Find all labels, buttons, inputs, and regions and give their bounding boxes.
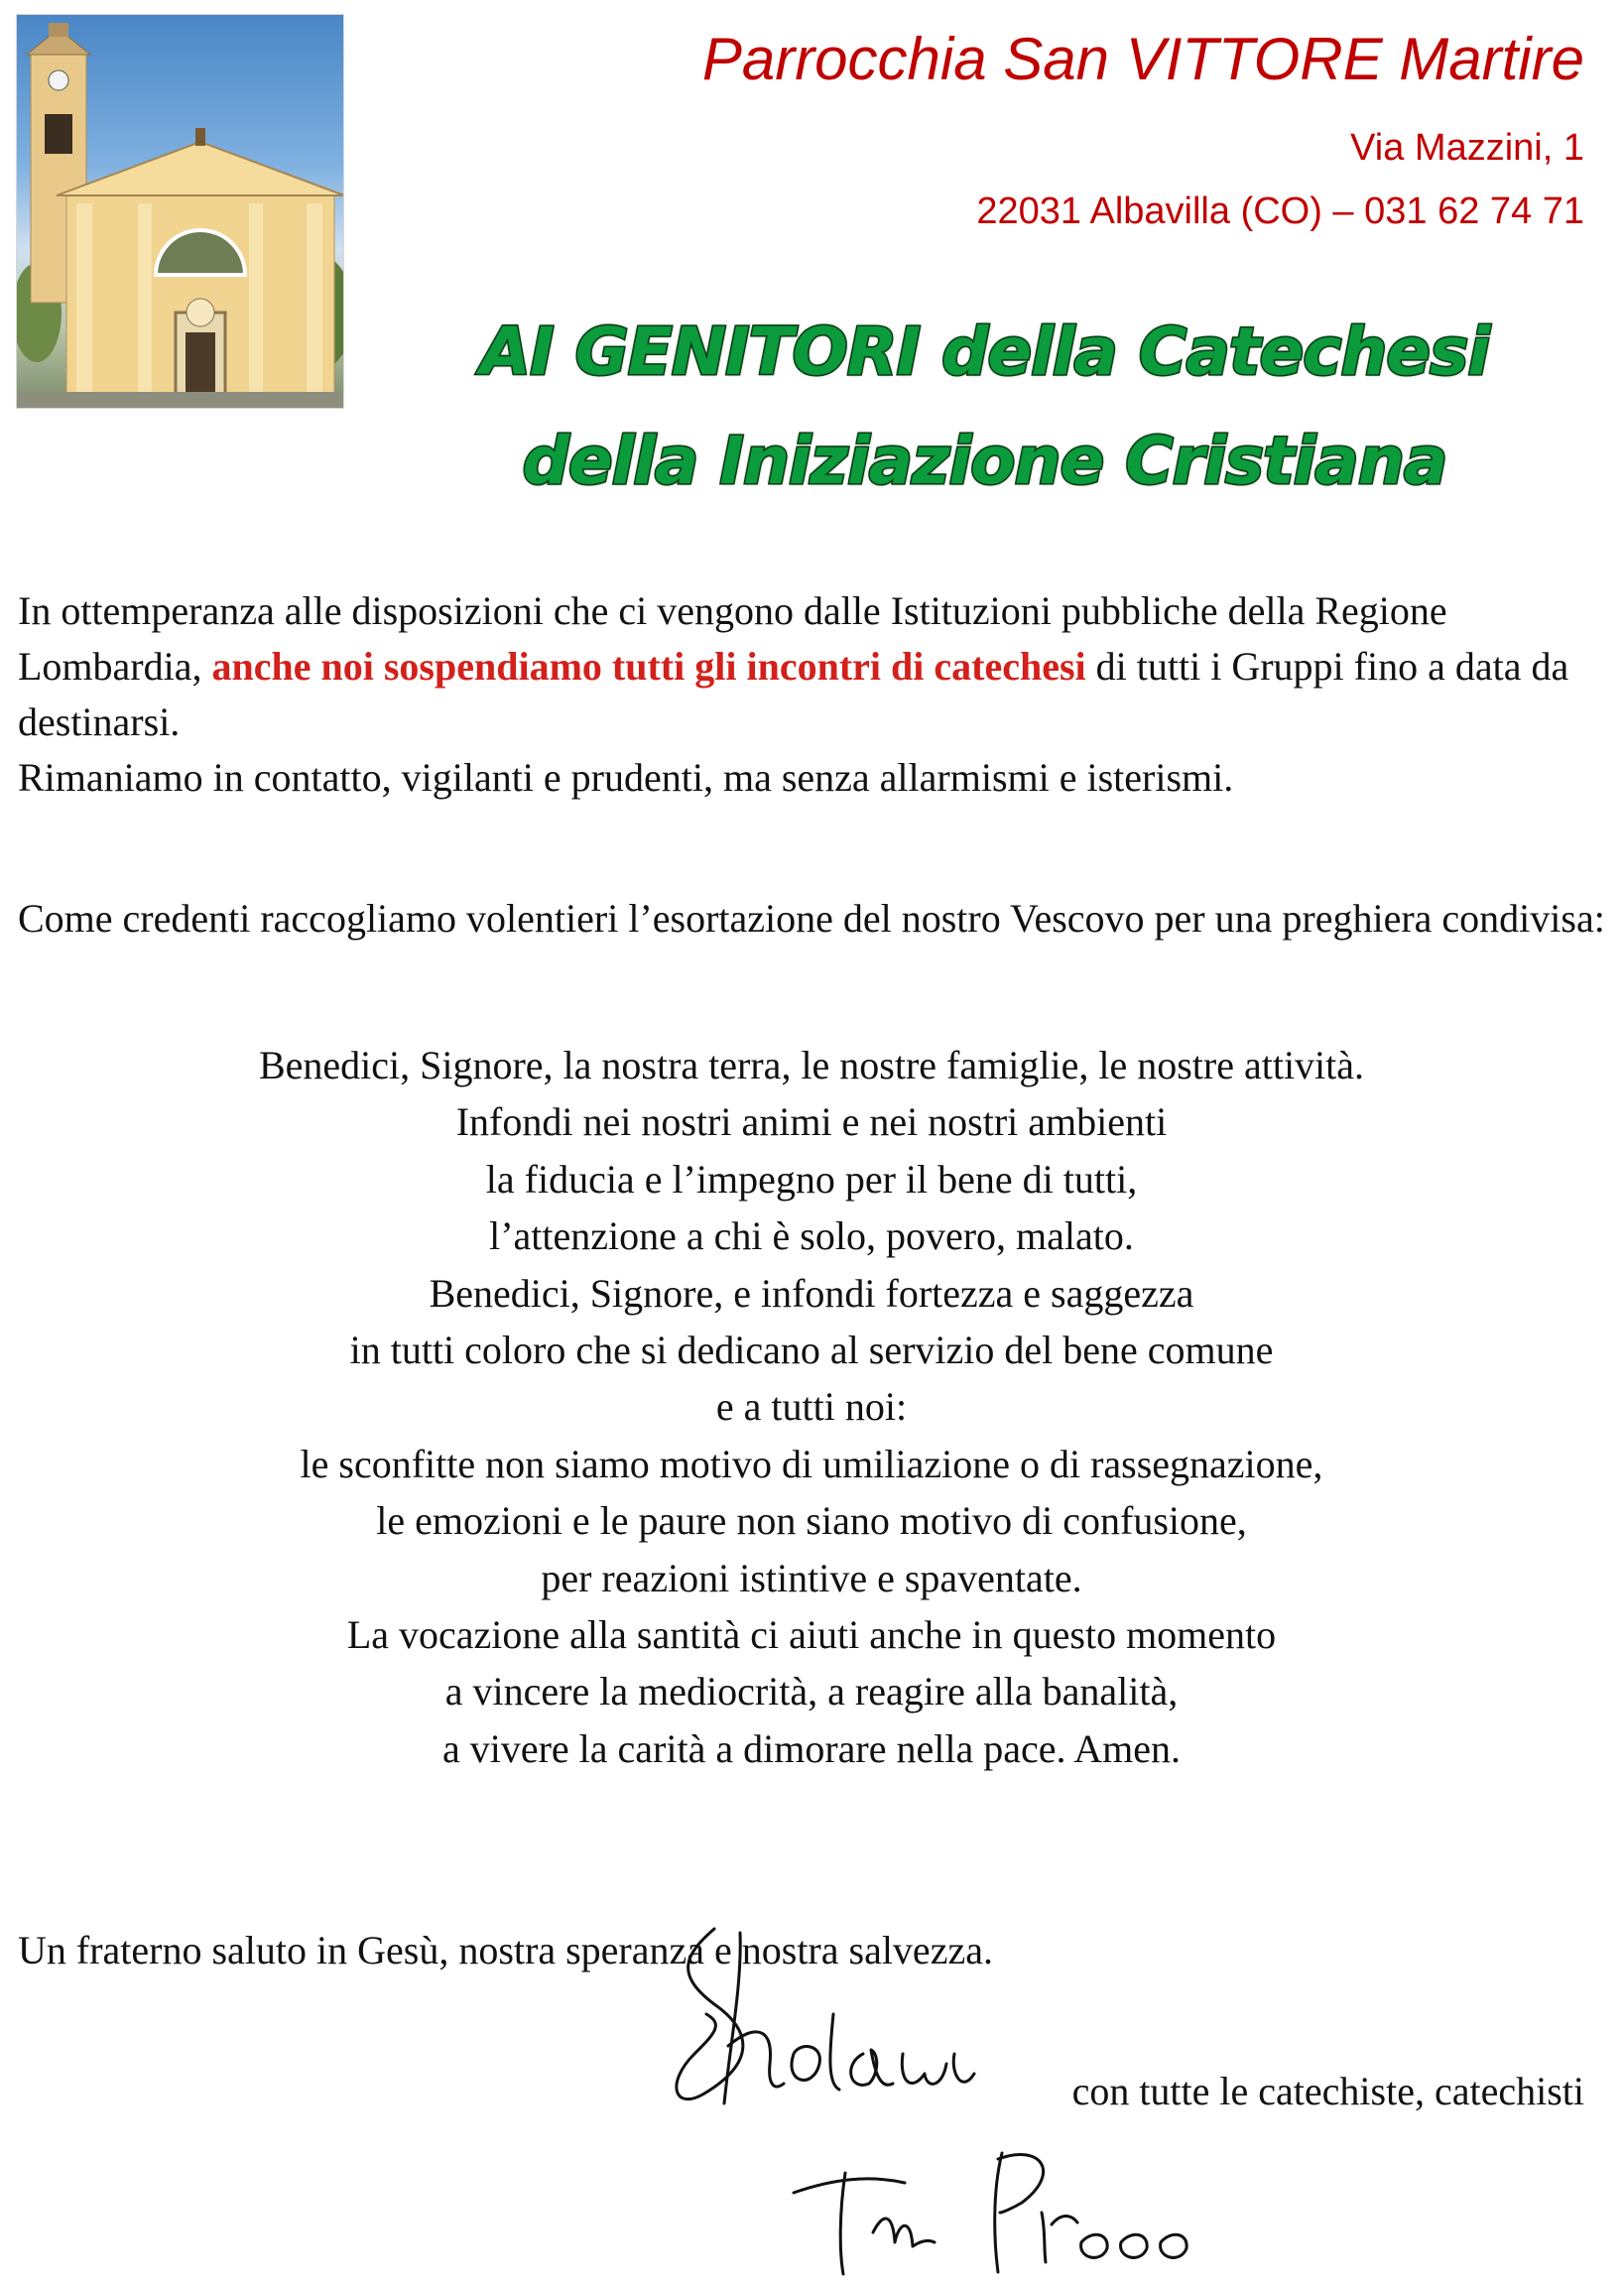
signature-caption: con tutte le catechiste, catechisti bbox=[1071, 2069, 1584, 2113]
prayer-line: a vivere la carità a dimorare nella pace. Amen. bbox=[441, 1725, 1182, 1771]
paragraph-suspension bbox=[18, 583, 1605, 806]
prayer-line: in tutti coloro che si dedicano al servizio del bene comune bbox=[349, 1328, 1274, 1373]
title-line-1: AI GENITORI della Catechesi bbox=[480, 314, 1489, 390]
paragraph-prayer-intro: Come credenti raccogliamo volentieri l’esortazione del nostro Vescovo per una preghiera condivisa: bbox=[18, 896, 1605, 941]
title-line-2: della Iniziazione Cristiana bbox=[522, 423, 1447, 499]
prayer-line: le emozioni e le paure non siano motivo di confusione, bbox=[376, 1498, 1247, 1544]
prayer-line: Benedici, Signore, la nostra terra, le nostre famiglie, le nostre attività. bbox=[258, 1043, 1365, 1087]
prayer-line: per reazioni istintive e spaventate. bbox=[541, 1555, 1082, 1600]
prayer-line: le sconfitte non siamo motivo di umiliazione o di rassegnazione, bbox=[300, 1441, 1323, 1486]
prayer-line: La vocazione alla santità ci aiuti anche in questo momento bbox=[346, 1612, 1277, 1658]
prayer-block bbox=[18, 1037, 1605, 1777]
paragraph-suspension-intro: In ottemperanza alle disposizioni che ci vengono dalle Istituzioni pubbliche della Regione Lombardia, bbox=[18, 588, 1447, 689]
address-city-phone: 22031 Albavilla (CO) – 031 62 74 71 bbox=[976, 190, 1584, 232]
paragraph-contact: Rimaniamo in contatto, vigilanti e prudenti, ma senza allarmismi e isterismi. bbox=[18, 755, 1234, 800]
prayer-line: Benedici, Signore, e infondi fortezza e saggezza bbox=[429, 1270, 1194, 1316]
closing-greeting: Un fraterno saluto in Gesù, nostra speranza e nostra salvezza. bbox=[18, 1928, 993, 1972]
church-illustration bbox=[17, 15, 343, 408]
suspension-highlight: anche noi sospendiamo tutti gli incontri di catechesi bbox=[211, 644, 1086, 689]
prayer-line: la fiducia e l’impegno per il bene di tutti, bbox=[485, 1156, 1138, 1202]
parish-name: Parrocchia San VITTORE Martire bbox=[701, 26, 1584, 92]
prayer-line: a vincere la mediocrità, a reagire alla banalità, bbox=[444, 1669, 1179, 1714]
address-street: Via Mazzini, 1 bbox=[1350, 127, 1584, 169]
prayer-line: e a tutti noi: bbox=[715, 1384, 908, 1430]
prayer-line: Infondi nei nostri animi e nei nostri ambienti bbox=[455, 1099, 1168, 1145]
prayer-line: l’attenzione a chi è solo, povero, malato. bbox=[489, 1213, 1134, 1259]
church-photo bbox=[16, 14, 344, 409]
paragraph-suspension-end: di tutti i Gruppi fino a data da destinarsi. bbox=[18, 644, 1569, 744]
